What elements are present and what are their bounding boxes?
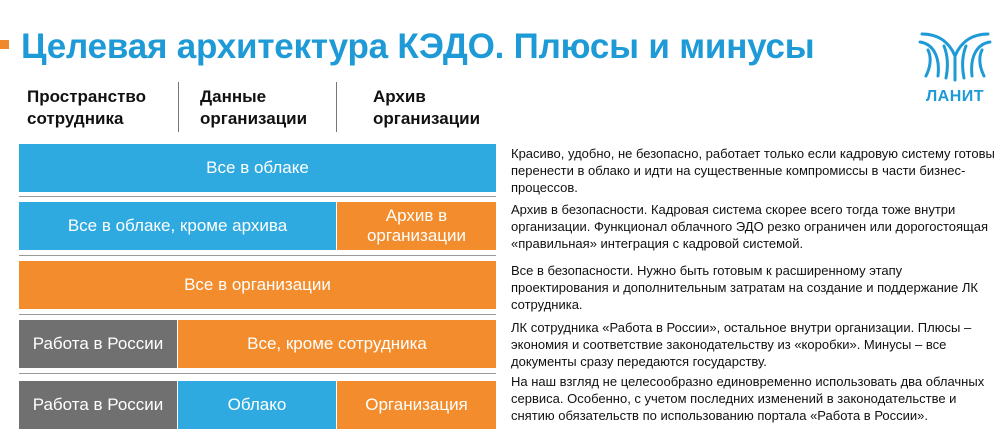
column-divider — [336, 82, 337, 132]
rabota-v-rossii-bar: Работа в России — [19, 320, 177, 368]
option-all-in-organization-bar: Все в организации — [19, 261, 496, 309]
rabota-v-rossii-bar: Работа в России — [19, 381, 177, 429]
lanit-logo-icon — [916, 28, 994, 86]
row-separator — [19, 314, 496, 315]
option-cloud-except-archive-description: Архив в безопасности. Кадровая система скорее всего тогда тоже внутри организации. Функционал облачного ЭДО резко ограничен или дорогостоящая «правильная» интеграция с кадровой системой. — [511, 202, 989, 251]
option-all-cloud-bar: Все в облаке — [19, 144, 496, 192]
archive-in-organization-bar: Архив в организации — [337, 202, 496, 250]
cloud-bar: Облако — [178, 381, 336, 429]
row-separator — [19, 373, 496, 374]
row-separator — [19, 196, 496, 197]
page-title: Целевая архитектура КЭДО. Плюсы и минусы — [21, 27, 815, 66]
all-except-employee-bar: Все, кроме сотрудника — [178, 320, 496, 368]
option-two-cloud-services-description: На наш взгляд не целесообразно единовременно использовать два облачных сервиса. Особенно, с учетом последних изменений в законодательстве и снятию обязательств по использованию портала «Работа в России». — [511, 374, 985, 423]
organization-bar: Организация — [337, 381, 496, 429]
option-all-cloud-description: Красиво, удобно, не безопасно, работает только если кадровую систему готовы перенести в облако и идти на существенные компромиссы в части бизнес-процессов. — [511, 146, 995, 195]
column-divider — [178, 82, 179, 132]
logo-text: ЛАНИТ — [925, 88, 985, 105]
title-accent-square — [0, 40, 9, 49]
option-rabota-v-rossii-description: ЛК сотрудника «Работа в России», остальное внутри организации. Плюсы – экономия и соответствие законодательству из «коробки». Минусы – все документы сразу передаются государству. — [511, 320, 972, 369]
column-header-data: Данные организации — [200, 87, 308, 128]
option-cloud-except-archive-bar: Все в облаке, кроме архива — [19, 202, 336, 250]
option-all-in-organization-description: Все в безопасности. Нужно быть готовым к расширенному этапу проектирования и дополнительным затратам на создание и поддержание ЛК сотрудника. — [511, 263, 979, 312]
column-header-archive: Архив организации — [373, 87, 481, 128]
lanit-logo — [916, 28, 994, 108]
column-header-employee: Пространство сотрудника — [27, 87, 147, 128]
row-separator — [19, 255, 496, 256]
